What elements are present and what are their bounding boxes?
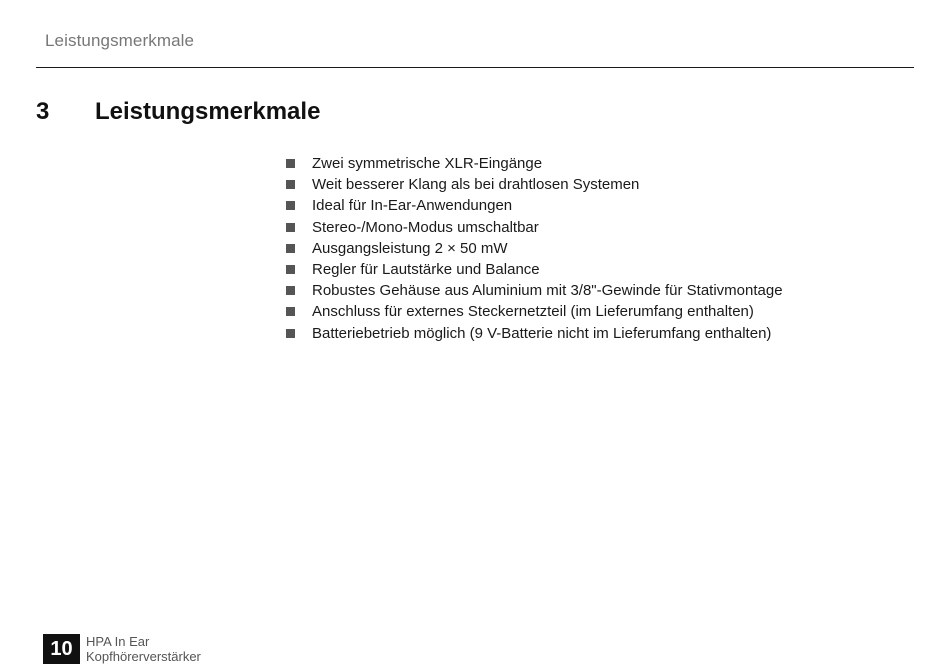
list-item xyxy=(286,323,783,344)
section-title: Leistungsmerkmale xyxy=(95,98,321,125)
feature-list xyxy=(286,153,783,344)
header-divider xyxy=(36,67,914,68)
section-number: 3 xyxy=(36,98,50,125)
footer-product-info xyxy=(86,634,201,664)
feature-text: Batteriebetrieb möglich (9 V-Batterie nicht im Lieferumfang enthalten) xyxy=(312,324,772,342)
feature-text: Regler für Lautstärke und Balance xyxy=(312,261,540,279)
page-number-badge: 10 xyxy=(43,634,80,664)
feature-text: Robustes Gehäuse aus Aluminium mit 3/8"-Gewinde für Stativmontage xyxy=(312,282,783,300)
list-item xyxy=(286,153,783,174)
feature-text: Ausgangsleistung 2 × 50 mW xyxy=(312,239,508,257)
page-footer xyxy=(43,634,201,664)
square-bullet-icon xyxy=(286,286,295,295)
feature-text: Zwei symmetrische XLR-Eingänge xyxy=(312,155,543,173)
square-bullet-icon xyxy=(286,159,295,168)
list-item xyxy=(286,195,783,216)
square-bullet-icon xyxy=(286,244,295,253)
list-item xyxy=(286,259,783,280)
footer-product-type: Kopfhörerverstärker xyxy=(86,649,201,664)
square-bullet-icon xyxy=(286,307,295,316)
section-heading xyxy=(36,98,320,126)
feature-text: Anschluss für externes Steckernetzteil (im Lieferumfang enthalten) xyxy=(312,303,754,321)
list-item xyxy=(286,217,783,238)
square-bullet-icon xyxy=(286,180,295,189)
list-item xyxy=(286,174,783,195)
footer-product-name: HPA In Ear xyxy=(86,634,150,649)
square-bullet-icon xyxy=(286,329,295,338)
list-item xyxy=(286,280,783,301)
feature-text: Weit besserer Klang als bei drahtlosen Systemen xyxy=(312,176,640,194)
list-item xyxy=(286,238,783,259)
list-item xyxy=(286,301,783,322)
square-bullet-icon xyxy=(286,223,295,232)
feature-text: Ideal für In-Ear-Anwendungen xyxy=(312,197,513,215)
square-bullet-icon xyxy=(286,201,295,210)
running-header: Leistungsmerkmale xyxy=(45,31,195,50)
square-bullet-icon xyxy=(286,265,295,274)
feature-text: Stereo-/Mono-Modus umschaltbar xyxy=(312,218,539,236)
